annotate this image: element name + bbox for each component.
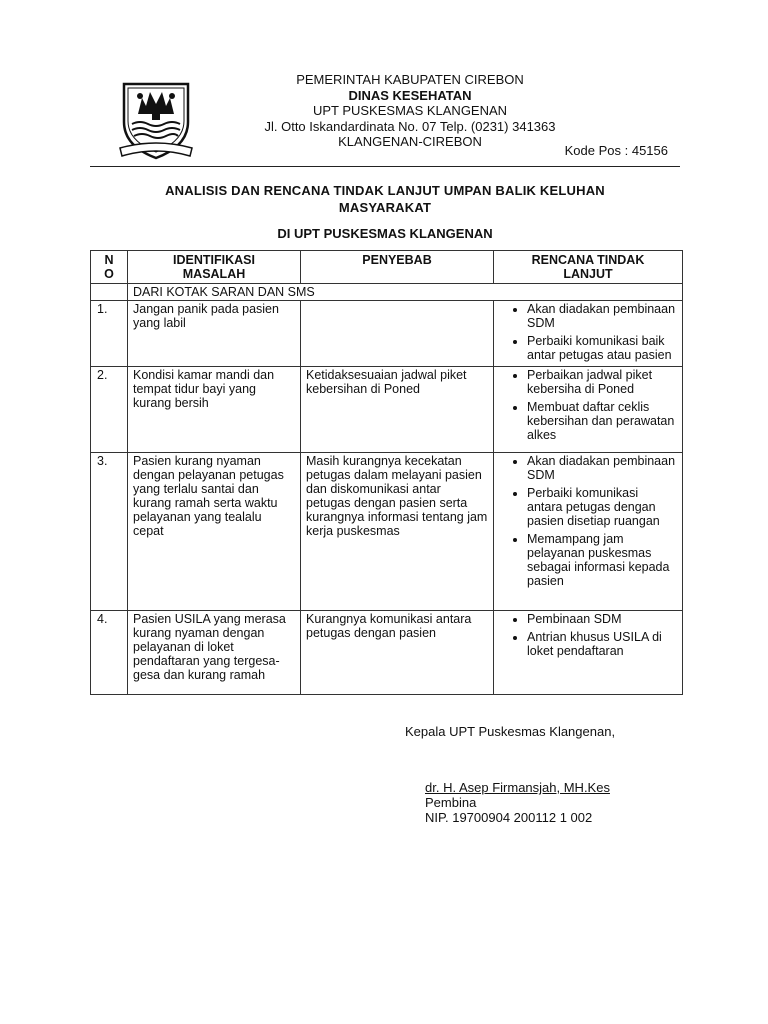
rencana-list — [499, 302, 677, 362]
rencana-item: • Akan diadakan pembinaan SDM — [527, 302, 677, 330]
row-masalah: Kondisi kamar mandi dan tempat tidur bayi yang kurang bersih — [128, 367, 301, 453]
rencana-item: • Perbaiki komunikasi baik antar petugas atau pasien — [527, 334, 677, 362]
row-number: 1. — [91, 301, 128, 367]
row-rencana — [494, 611, 683, 695]
rencana-item: • Memampang jam pelayanan puskesmas sebagai informasi kepada pasien — [527, 532, 677, 588]
letterhead-unit: UPT PUSKESMAS KLANGENAN — [312, 103, 508, 118]
signature-block — [425, 780, 610, 825]
table-row — [91, 367, 683, 453]
table-header-row — [91, 251, 683, 284]
title-line-1: ANALISIS DAN RENCANA TINDAK LANJUT UMPAN BALIK KELUHAN — [165, 183, 605, 198]
header-rencana: RENCANA TINDAK LANJUT — [494, 251, 683, 284]
row-penyebab: Kurangnya komunikasi antara petugas dengan pasien — [301, 611, 494, 695]
letterhead-divider — [90, 166, 680, 167]
row-rencana — [494, 301, 683, 367]
table-row — [91, 301, 683, 367]
header-identifikasi: IDENTIFIKASI MASALAH — [128, 251, 301, 284]
letterhead-address: Jl. Otto Iskandardinata No. 07 Telp. (0231) 341363 — [264, 118, 556, 134]
signature-position: Kepala UPT Puskesmas Klangenan, — [405, 724, 616, 739]
title-line-2: MASYARAKAT — [338, 200, 432, 215]
row-masalah: Pasien USILA yang merasa kurang nyaman dengan pelayanan di loket pendaftaran yang tergesa-gesa dan kurang ramah — [128, 611, 301, 695]
section-label: DARI KOTAK SARAN DAN SMS — [128, 284, 683, 301]
rencana-list — [499, 612, 677, 658]
row-number: 4. — [91, 611, 128, 695]
rencana-list — [499, 454, 677, 588]
row-masalah: Jangan panik pada pasien yang labil — [128, 301, 301, 367]
rencana-item: • Perbaikan jadwal piket kebersiha di Poned — [527, 368, 677, 396]
letterhead — [200, 72, 620, 150]
letterhead-city: KLANGENAN-CIREBON — [338, 134, 482, 149]
signatory-name: dr. H. Asep Firmansjah, MH.Kes — [425, 780, 610, 795]
postal-code: Kode Pos : 45156 — [564, 143, 668, 158]
row-penyebab — [301, 301, 494, 367]
document-title — [90, 182, 680, 216]
row-penyebab: Masih kurangnya kecekatan petugas dalam melayani pasien dan diskomunikasi antar petugas dengan pasien serta kurangnya informasi tentang jam kerja puskesmas — [301, 453, 494, 611]
signatory-rank: Pembina — [425, 795, 477, 810]
row-rencana — [494, 367, 683, 453]
row-masalah: Pasien kurang nyaman dengan pelayanan petugas yang terlalu santai dan kurang ramah serta waktu pelayanan yang tealalu cepat — [128, 453, 301, 611]
signatory-nip: NIP. 19700904 200112 1 002 — [425, 810, 593, 825]
letterhead-government: PEMERINTAH KABUPATEN CIREBON — [296, 72, 524, 87]
table-row — [91, 453, 683, 611]
rencana-item: • Akan diadakan pembinaan SDM — [527, 454, 677, 482]
row-number: 3. — [91, 453, 128, 611]
header-penyebab: PENYEBAB — [301, 251, 494, 284]
row-penyebab: Ketidaksesuaian jadwal piket kebersihan di Poned — [301, 367, 494, 453]
rencana-item: • Antrian khusus USILA di loket pendaftaran — [527, 630, 677, 658]
rencana-item: • Pembinaan SDM — [527, 612, 677, 626]
rencana-list — [499, 368, 677, 442]
section-row — [91, 284, 683, 301]
rencana-item: • Perbaiki komunikasi antara petugas dengan pasien disetiap ruangan — [527, 486, 677, 528]
cirebon-regency-emblem-icon — [118, 78, 194, 160]
row-rencana — [494, 453, 683, 611]
row-number: 2. — [91, 367, 128, 453]
rencana-item: • Membuat daftar ceklis kebersihan dan perawatan alkes — [527, 400, 677, 442]
header-no: N O — [91, 251, 128, 284]
document-subtitle: DI UPT PUSKESMAS KLANGENAN — [277, 226, 493, 241]
table-row — [91, 611, 683, 695]
letterhead-department: DINAS KESEHATAN — [348, 87, 472, 103]
complaint-analysis-table — [90, 250, 683, 695]
